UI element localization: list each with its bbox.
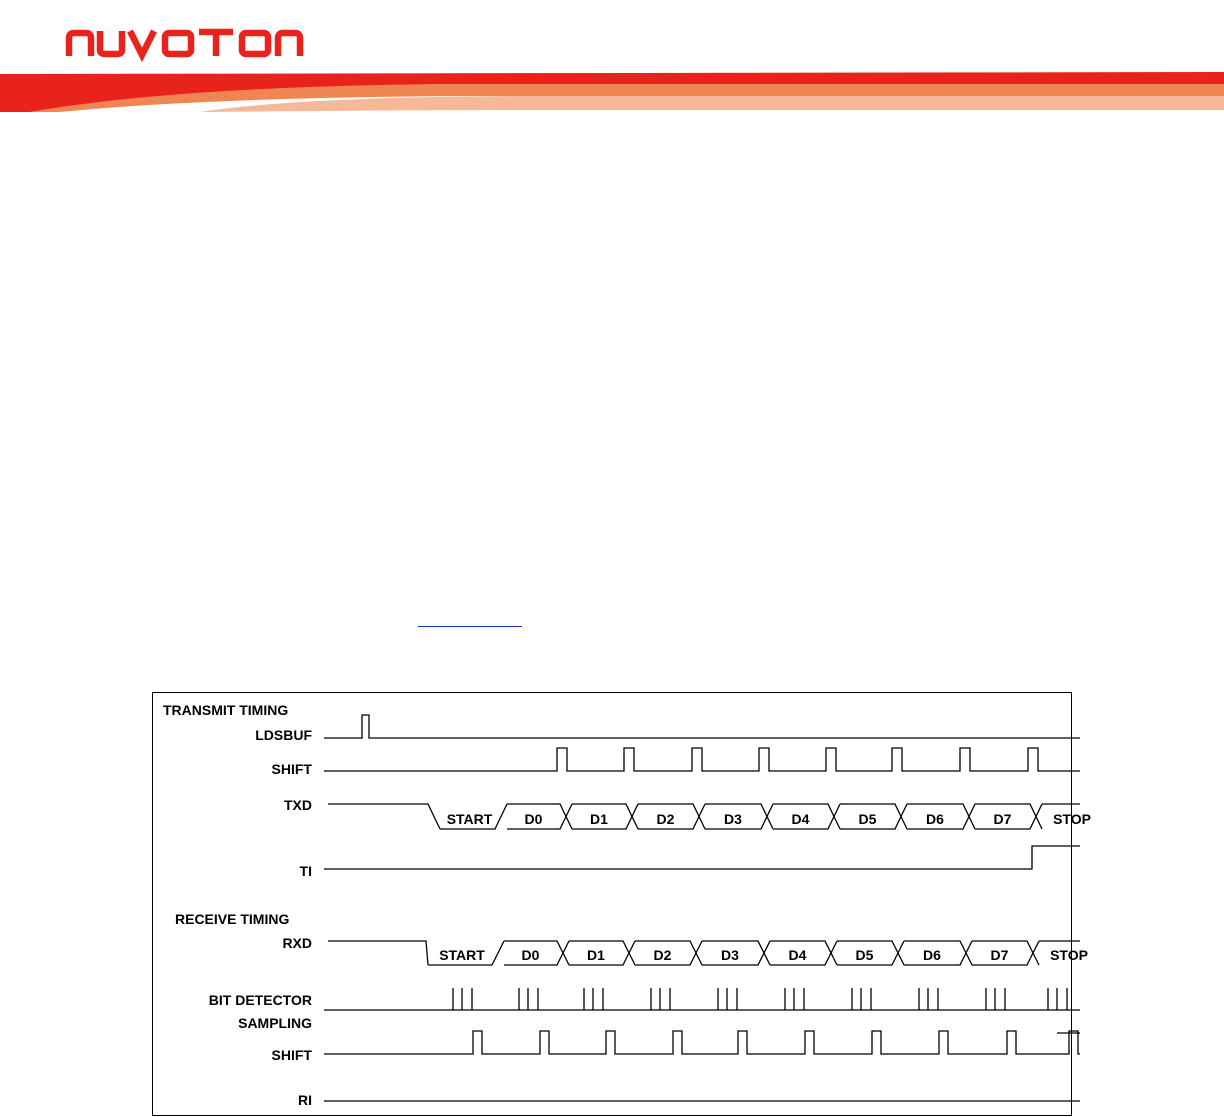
signal-label-rxd: RXD	[282, 935, 312, 951]
signal-label-sampling: SAMPLING	[238, 1015, 312, 1031]
txd-bit-label-start: START	[446, 811, 493, 827]
txd-bit-label-d5: D5	[858, 811, 877, 827]
transmit-timing-heading: TRANSMIT TIMING	[163, 702, 289, 718]
txd-bit-label-d6: D6	[926, 811, 944, 827]
rxd-bit-label-d3: D3	[721, 947, 739, 963]
txd-bit-label-d3: D3	[724, 811, 742, 827]
txd-bit-label-d0: D0	[524, 811, 543, 827]
txd-bit-label-d4: D4	[791, 811, 810, 827]
rxd-bit-label-start: START	[439, 947, 485, 963]
nuvoton-logo	[69, 31, 300, 56]
figure-reference-link[interactable]	[418, 612, 522, 627]
txd-bit-label-d2: D2	[656, 811, 675, 827]
rxd-bit-label-d6: D6	[923, 947, 941, 963]
header-banner	[0, 0, 1224, 112]
rxd-bit-label-d7: D7	[990, 947, 1009, 963]
banner-peach-band	[200, 96, 1224, 112]
signal-label-ri: RI	[298, 1092, 312, 1108]
rxd-bit-label-d2: D2	[653, 947, 672, 963]
signal-label-ti: TI	[299, 863, 312, 879]
uart-timing-diagram	[152, 692, 1091, 1116]
signal-label-rx-shift: SHIFT	[271, 1047, 312, 1063]
signal-label-ldsbuf: LDSBUF	[255, 727, 312, 743]
txd-bit-label-stop: STOP	[1053, 811, 1091, 827]
txd-bit-label-d1: D1	[590, 811, 608, 827]
txd-bit-label-d7: D7	[993, 811, 1012, 827]
rxd-bit-label-d4: D4	[788, 947, 807, 963]
rxd-bit-label-d0: D0	[521, 947, 540, 963]
rxd-bit-label-d5: D5	[855, 947, 874, 963]
rxd-bit-label-d1: D1	[587, 947, 605, 963]
signal-label-txd: TXD	[284, 797, 312, 813]
signal-label-tx-shift: SHIFT	[271, 761, 312, 777]
signal-label-bit-detector: BIT DETECTOR	[208, 992, 312, 1008]
rxd-bit-label-stop: STOP	[1050, 947, 1088, 963]
receive-timing-heading: RECEIVE TIMING	[175, 911, 290, 927]
